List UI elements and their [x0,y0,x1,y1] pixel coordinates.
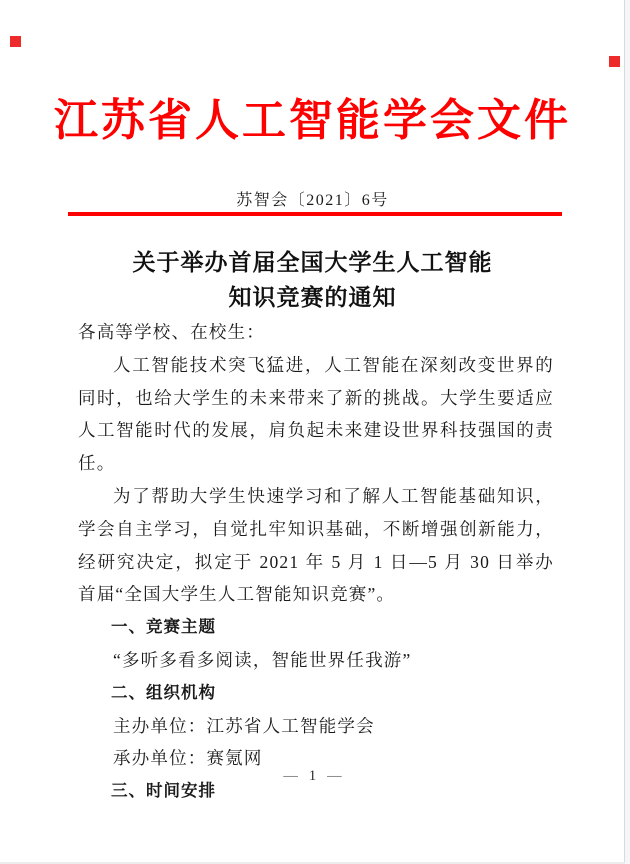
masthead-title: 江苏省人工智能学会文件 [54,96,571,145]
page-number: 1 [308,768,317,784]
body-paragraph: 人工智能技术突飞猛进，人工智能在深刻改变世界的同时，也给大学生的未来带来了新的挑战。大学生要适应人工智能时代的发展，肩负起未来建设世界科技强国的责任。 [78,354,554,474]
salutation: 各高等学校、在校生： [78,322,265,342]
notice-title-line2: 知识竞赛的通知 [228,285,397,310]
notice-title [0,245,625,315]
section-line: 主办单位：江苏省人工智能学会 [113,715,375,736]
red-square-marker-left-icon [10,36,21,47]
body-paragraph: 为了帮助大学生快速学习和了解人工智能基础知识，学会自主学习，自觉扎牢知识基础，不断增强创新能力，经研究决定，拟定于 2021 年 5 月 1 日—5 月 30 日举办首届“全国大学生人工智能知识竞赛”。 [78,485,554,605]
section-heading: 二、组织机构 [111,683,216,702]
section-heading: 三、时间安排 [111,782,216,801]
red-square-marker-right-icon [609,56,620,67]
section-line: “多听多看多阅读，智能世界任我游” [113,649,412,670]
footer-dash-right: — [327,768,342,784]
page-right-margin [625,0,630,864]
body-text [78,316,554,808]
paragraphs-container [78,349,554,611]
section-line: 承办单位：赛氪网 [113,748,263,769]
doc-number: 苏智会〔2021〕6号 [236,192,389,209]
footer-dash-left: — [283,768,298,784]
red-divider-rule [68,212,562,216]
section-heading: 一、竞赛主题 [111,618,216,637]
notice-title-line1: 关于举办首届全国大学生人工智能 [132,250,493,275]
page-footer [0,768,625,785]
